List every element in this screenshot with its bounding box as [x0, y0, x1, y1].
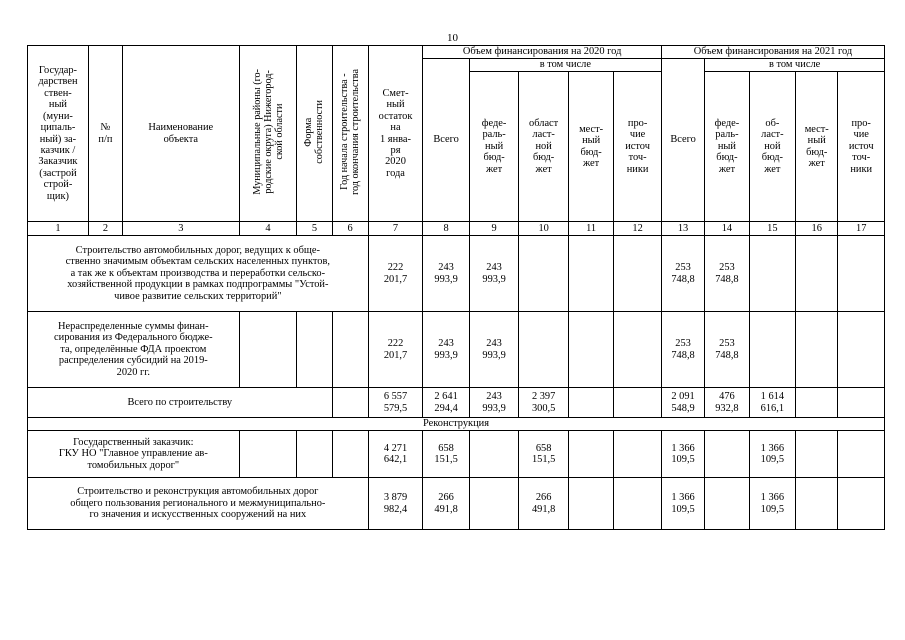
- cell-empty: [568, 388, 613, 418]
- col-number: 16: [796, 222, 838, 236]
- header-total-2021: Всего: [661, 59, 704, 222]
- cell-federal-2020: 243 993,9: [469, 236, 519, 312]
- cell-empty: [239, 431, 297, 478]
- row-description: Строительство автомобильных дорог, ведущих к обще- ственно значимым объектам сельских населенных пунктов, а так же к объектам производства и переработки сельско- хозяйственной продукции в рамках подпрограммы "Устой- чивое развитие сельских территорий": [28, 236, 369, 312]
- header-total-2020: Всего: [423, 59, 469, 222]
- header-ownership-text: Форма собственности: [303, 99, 326, 164]
- cell-empty: [568, 478, 613, 530]
- cell-regional-2020: 266 491,8: [519, 478, 569, 530]
- table-row: [28, 478, 885, 530]
- header-local-2021: мест- ный бюд- жет: [796, 72, 838, 222]
- section-row: [28, 418, 885, 431]
- cell-total-2020: 266 491,8: [423, 478, 469, 530]
- col-number: 9: [469, 222, 519, 236]
- cell-empty: [749, 236, 795, 312]
- row-description: Строительство и реконструкция автомобильных дорог общего пользования регионального и межмуниципально- го значения и искусственных сооружений на них: [28, 478, 369, 530]
- cell-empty: [332, 388, 368, 418]
- col-number: 12: [614, 222, 662, 236]
- table-row: [28, 312, 885, 388]
- col-number: 15: [749, 222, 795, 236]
- column-numbers-row: [28, 222, 885, 236]
- cell-balance: 4 271 642,1: [368, 431, 423, 478]
- cell-total-2020: 243 993,9: [423, 312, 469, 388]
- cell-total-2020: 658 151,5: [423, 431, 469, 478]
- cell-empty: [705, 431, 749, 478]
- cell-regional-2021: 1 614 616,1: [749, 388, 795, 418]
- header-other-2020: про- чие источ точ- ники: [614, 72, 662, 222]
- col-number: 10: [519, 222, 569, 236]
- cell-empty: [796, 431, 838, 478]
- cell-empty: [614, 312, 662, 388]
- col-number: 17: [838, 222, 885, 236]
- cell-regional-2021: 1 366 109,5: [749, 431, 795, 478]
- header-years-text: Год начала строительства - год окончания строительства: [339, 68, 362, 195]
- header-num: № п/п: [88, 46, 122, 222]
- cell-total-2021: 2 091 548,9: [661, 388, 704, 418]
- financing-table: [27, 45, 885, 530]
- table-row-total: [28, 388, 885, 418]
- header-years: [332, 46, 368, 222]
- cell-empty: [705, 478, 749, 530]
- cell-empty: [614, 431, 662, 478]
- header-fin-2021: Объем финансирования на 2021 год: [661, 46, 884, 59]
- row-description: Нераспределенные суммы финан- сирования из Федерального бюдже- та, определённые ФДА проектом распределения субсидий на 2019- 2020 гг.: [28, 312, 240, 388]
- col-number: 7: [368, 222, 423, 236]
- cell-empty: [838, 312, 885, 388]
- cell-balance: 222 201,7: [368, 312, 423, 388]
- cell-federal-2021: 476 932,8: [705, 388, 749, 418]
- header-federal-2020: феде- раль- ный бюд- жет: [469, 72, 519, 222]
- cell-empty: [838, 388, 885, 418]
- cell-total-2020: 2 641 294,4: [423, 388, 469, 418]
- table-row: [28, 236, 885, 312]
- cell-empty: [749, 312, 795, 388]
- cell-empty: [568, 236, 613, 312]
- header-districts: [239, 46, 297, 222]
- header-regional-2021: об- ласт- ной бюд- жет: [749, 72, 795, 222]
- col-number: 14: [705, 222, 749, 236]
- header-row-1: [28, 46, 885, 59]
- cell-empty: [614, 478, 662, 530]
- cell-regional-2021: 1 366 109,5: [749, 478, 795, 530]
- col-number: 11: [568, 222, 613, 236]
- cell-total-2021: 1 366 109,5: [661, 431, 704, 478]
- cell-empty: [614, 236, 662, 312]
- cell-empty: [796, 388, 838, 418]
- header-balance: Смет- ный остаток на 1 янва- ря 2020 года: [368, 46, 423, 222]
- cell-total-2021: 1 366 109,5: [661, 478, 704, 530]
- cell-empty: [796, 236, 838, 312]
- cell-empty: [239, 312, 297, 388]
- header-including-2020: в том числе: [469, 59, 661, 72]
- cell-total-2021: 253 748,8: [661, 312, 704, 388]
- cell-empty: [796, 478, 838, 530]
- col-number: 5: [297, 222, 332, 236]
- cell-empty: [332, 312, 368, 388]
- col-number: 4: [239, 222, 297, 236]
- header-including-2021: в том числе: [705, 59, 885, 72]
- cell-empty: [568, 312, 613, 388]
- cell-empty: [614, 388, 662, 418]
- header-local-2020: мест- ный бюд- жет: [568, 72, 613, 222]
- cell-total-2020: 243 993,9: [423, 236, 469, 312]
- cell-empty: [469, 431, 519, 478]
- cell-empty: [297, 431, 332, 478]
- table-row: [28, 431, 885, 478]
- header-fin-2020: Объем финансирования на 2020 год: [423, 46, 662, 59]
- header-customer: Государ- дарствен ствен- ный (муни- ципаль- ный) за- казчик / Заказчик (застрой строй- щик): [28, 46, 89, 222]
- cell-federal-2020: 243 993,9: [469, 388, 519, 418]
- col-number: 2: [88, 222, 122, 236]
- cell-regional-2020: 2 397 300,5: [519, 388, 569, 418]
- cell-federal-2020: 243 993,9: [469, 312, 519, 388]
- col-number: 8: [423, 222, 469, 236]
- cell-empty: [297, 312, 332, 388]
- cell-empty: [838, 478, 885, 530]
- cell-federal-2021: 253 748,8: [705, 312, 749, 388]
- cell-empty: [838, 236, 885, 312]
- header-federal-2021: феде- раль- ный бюд- жет: [705, 72, 749, 222]
- cell-balance: 222 201,7: [368, 236, 423, 312]
- col-number: 3: [122, 222, 239, 236]
- cell-total-2021: 253 748,8: [661, 236, 704, 312]
- cell-empty: [519, 312, 569, 388]
- header-ownership: [297, 46, 332, 222]
- cell-balance: 6 557 579,5: [368, 388, 423, 418]
- row-description: Государственный заказчик: ГКУ НО "Главное управление ав- томобильных дорог": [28, 431, 240, 478]
- cell-empty: [469, 478, 519, 530]
- section-title: Реконструкция: [28, 418, 885, 431]
- cell-empty: [838, 431, 885, 478]
- cell-federal-2021: 253 748,8: [705, 236, 749, 312]
- col-number: 6: [332, 222, 368, 236]
- cell-empty: [568, 431, 613, 478]
- header-object-name: Наименование объекта: [122, 46, 239, 222]
- cell-empty: [519, 236, 569, 312]
- col-number: 13: [661, 222, 704, 236]
- row-description: Всего по строительству: [28, 388, 333, 418]
- col-number: 1: [28, 222, 89, 236]
- header-other-2021: про- чие источ точ- ники: [838, 72, 885, 222]
- header-regional-2020: област ласт- ной бюд- жет: [519, 72, 569, 222]
- cell-balance: 3 879 982,4: [368, 478, 423, 530]
- header-districts-text: Муниципальные районы (го- родские округа) Нижегород- ской области: [251, 68, 285, 195]
- cell-empty: [332, 431, 368, 478]
- page-number: 10: [447, 32, 458, 44]
- cell-empty: [796, 312, 838, 388]
- cell-regional-2020: 658 151,5: [519, 431, 569, 478]
